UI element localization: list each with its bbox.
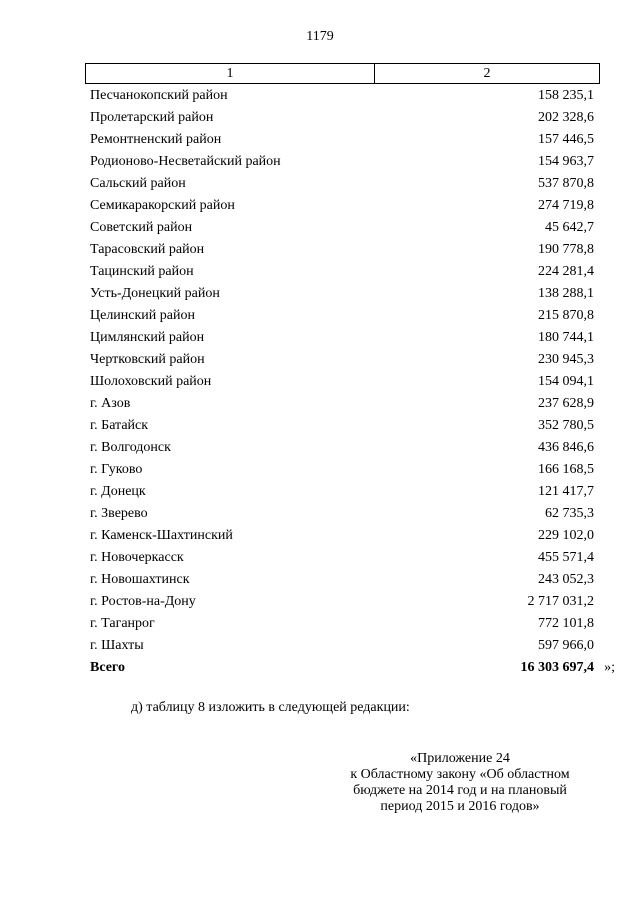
row-value: 229 102,0 [538,528,594,543]
row-name: Советский район [90,220,193,235]
row-name: Усть-Донецкий район [90,286,220,301]
table-row [85,217,600,239]
row-name: Целинский район [90,308,195,323]
row-name: г. Новочеркасск [90,550,184,565]
row-name: г. Ростов-на-Дону [90,594,196,609]
row-value: 243 052,3 [538,572,594,587]
table-row [85,239,600,261]
row-value: 537 870,8 [538,176,594,191]
row-value: 436 846,6 [538,440,594,455]
table-header-col1: 1 [86,64,375,83]
total-row [85,657,615,679]
row-value: 154 963,7 [538,154,594,169]
total-suffix: »; [604,660,615,675]
row-name: г. Зверево [90,506,148,521]
table-row [85,481,600,503]
row-value: 154 094,1 [538,374,594,389]
table-row [85,393,600,415]
table-row [85,107,600,129]
table-row [85,85,600,107]
row-value: 190 778,8 [538,242,594,257]
row-value: 157 446,5 [538,132,594,147]
row-name: Шолоховский район [90,374,212,389]
row-value: 166 168,5 [538,462,594,477]
table-header-col2: 2 [483,66,491,81]
row-value: 237 628,9 [538,396,594,411]
row-value: 215 870,8 [538,308,594,323]
table-row [85,591,600,613]
table-row [85,195,600,217]
table-row [85,349,600,371]
row-value: 455 571,4 [538,550,594,565]
table-row [85,613,600,635]
row-value: 62 735,3 [545,506,594,521]
row-value: 138 288,1 [538,286,594,301]
table-row [85,503,600,525]
row-value: 202 328,6 [538,110,594,125]
page-number: 1179 [306,29,334,44]
table-body [85,85,600,657]
row-value: 772 101,8 [538,616,594,631]
table-row [85,173,600,195]
row-name: Цимлянский район [90,330,205,345]
table-row [85,327,600,349]
row-value: 597 966,0 [538,638,594,653]
table-row [85,151,600,173]
table-row [85,129,600,151]
row-value: 45 642,7 [545,220,594,235]
row-name: г. Донецк [90,484,146,499]
appendix-line-3: бюджете на 2014 год и на плановый [353,783,567,798]
table-row [85,283,600,305]
row-name: Семикаракорский район [90,198,235,213]
row-name: Тарасовский район [90,242,205,257]
row-value: 158 235,1 [538,88,594,103]
instruction-text: д) таблицу 8 изложить в следующей редакции: [131,700,410,715]
total-value: 16 303 697,4 [520,660,594,675]
appendix-line-1: «Приложение 24 [410,751,510,766]
row-value: 230 945,3 [538,352,594,367]
table-row [85,305,600,327]
row-name: г. Волгодонск [90,440,171,455]
row-name: Сальский район [90,176,186,191]
row-name: Чертковский район [90,352,205,367]
table-row [85,415,600,437]
total-label: Всего [90,660,125,675]
row-name: Родионово-Несветайский район [90,154,281,169]
table-row [85,371,600,393]
table-header [85,63,600,84]
row-value: 180 744,1 [538,330,594,345]
table-row [85,547,600,569]
row-name: Песчанокопский район [90,88,228,103]
row-value: 121 417,7 [538,484,594,499]
table-row [85,525,600,547]
row-name: г. Таганрог [90,616,155,631]
row-name: г. Новошахтинск [90,572,190,587]
appendix-block [320,751,600,815]
row-name: г. Гуково [90,462,143,477]
table-row [85,569,600,591]
row-name: Ремонтненский район [90,132,222,147]
table-row [85,459,600,481]
appendix-line-4: период 2015 и 2016 годов» [380,799,540,814]
appendix-line-2: к Областному закону «Об областном [350,767,570,782]
row-value: 2 717 031,2 [527,594,594,609]
row-value: 352 780,5 [538,418,594,433]
row-value: 224 281,4 [538,264,594,279]
row-name: г. Азов [90,396,131,411]
row-name: г. Батайск [90,418,149,433]
row-name: г. Шахты [90,638,144,653]
row-name: Тацинский район [90,264,194,279]
row-name: г. Каменск-Шахтинский [90,528,233,543]
row-name: Пролетарский район [90,110,214,125]
row-value: 274 719,8 [538,198,594,213]
table-row [85,635,600,657]
table-row [85,261,600,283]
table-row [85,437,600,459]
